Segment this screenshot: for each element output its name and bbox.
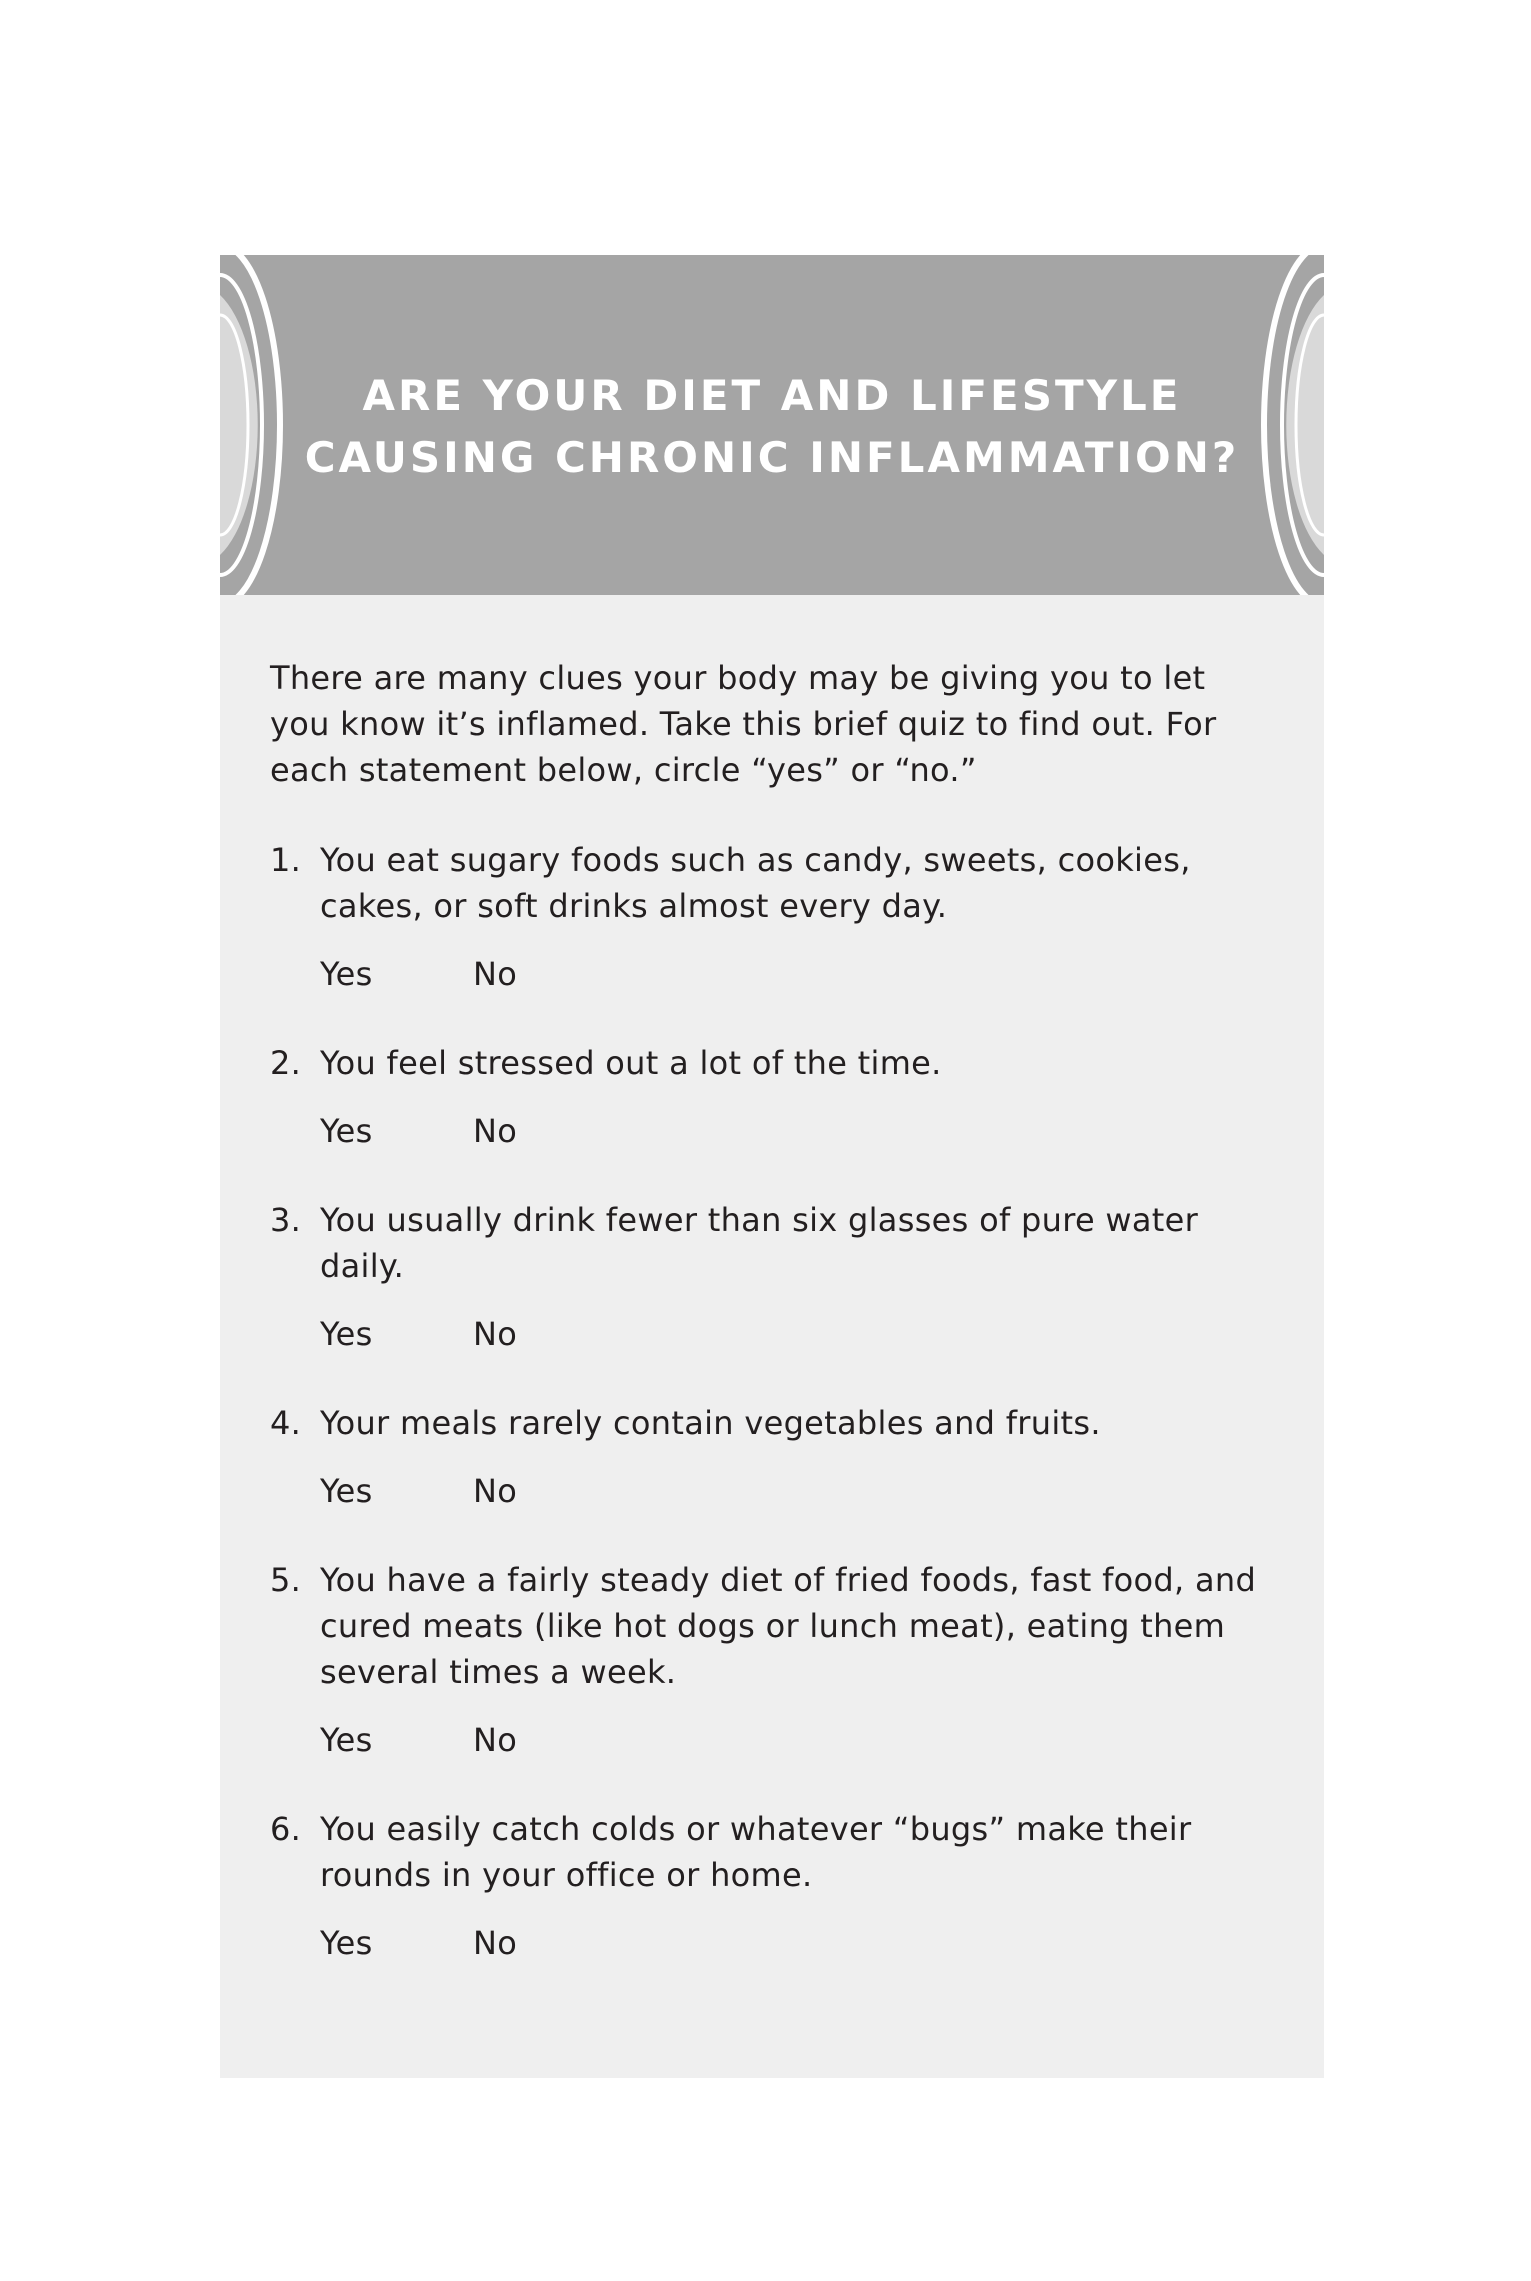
quiz-intro: There are many clues your body may be giving you to let you know it’s inflamed. Take this brief quiz to find out. For each statement below, circle “yes” or “no.” bbox=[270, 659, 1217, 789]
question-number: 4. bbox=[270, 1404, 302, 1442]
question-item bbox=[270, 837, 1270, 997]
answer-no[interactable]: No bbox=[473, 1721, 518, 1759]
question-number: 5. bbox=[270, 1561, 302, 1599]
question-text: You usually drink fewer than six glasses of pure water daily. bbox=[320, 1201, 1199, 1285]
answer-no[interactable]: No bbox=[473, 1315, 518, 1353]
question-item bbox=[270, 1557, 1270, 1763]
question-number: 3. bbox=[270, 1201, 302, 1239]
question-text: You have a fairly steady diet of fried foods, fast food, and cured meats (like hot dogs or lunch meat), eating them several times a week. bbox=[320, 1561, 1257, 1691]
answer-yes[interactable]: Yes bbox=[320, 955, 373, 993]
answer-options bbox=[320, 1717, 1270, 1763]
right-arc-ornament bbox=[1254, 255, 1324, 595]
question-item bbox=[270, 1197, 1270, 1357]
quiz-header bbox=[220, 255, 1324, 595]
answer-yes[interactable]: Yes bbox=[320, 1721, 373, 1759]
answer-options bbox=[320, 1311, 1270, 1357]
answer-options bbox=[320, 1468, 1270, 1514]
question-text: You easily catch colds or whatever “bugs” make their rounds in your office or home. bbox=[320, 1810, 1192, 1894]
answer-no[interactable]: No bbox=[473, 955, 518, 993]
quiz-title-line-1: ARE YOUR DIET AND LIFESTYLE bbox=[362, 371, 1182, 420]
question-text: You feel stressed out a lot of the time. bbox=[320, 1044, 942, 1082]
question-number: 1. bbox=[270, 841, 302, 879]
question-item bbox=[270, 1040, 1270, 1154]
question-number: 2. bbox=[270, 1044, 302, 1082]
answer-no[interactable]: No bbox=[473, 1472, 518, 1510]
answer-yes[interactable]: Yes bbox=[320, 1112, 373, 1150]
answer-yes[interactable]: Yes bbox=[320, 1472, 373, 1510]
answer-yes[interactable]: Yes bbox=[320, 1315, 373, 1353]
quiz-content bbox=[270, 655, 1270, 2009]
quiz-card bbox=[220, 255, 1324, 2078]
question-item bbox=[270, 1400, 1270, 1514]
answer-options bbox=[320, 951, 1270, 997]
quiz-title-line-2: CAUSING CHRONIC INFLAMMATION? bbox=[304, 433, 1240, 482]
answer-no[interactable]: No bbox=[473, 1924, 518, 1962]
answer-yes[interactable]: Yes bbox=[320, 1924, 373, 1962]
question-text: Your meals rarely contain vegetables and fruits. bbox=[320, 1404, 1101, 1442]
answer-options bbox=[320, 1108, 1270, 1154]
question-text: You eat sugary foods such as candy, sweets, cookies, cakes, or soft drinks almost every day. bbox=[320, 841, 1191, 925]
answer-options bbox=[320, 1920, 1270, 1966]
quiz-title bbox=[280, 365, 1264, 489]
question-item bbox=[270, 1806, 1270, 1966]
question-number: 6. bbox=[270, 1810, 302, 1848]
answer-no[interactable]: No bbox=[473, 1112, 518, 1150]
